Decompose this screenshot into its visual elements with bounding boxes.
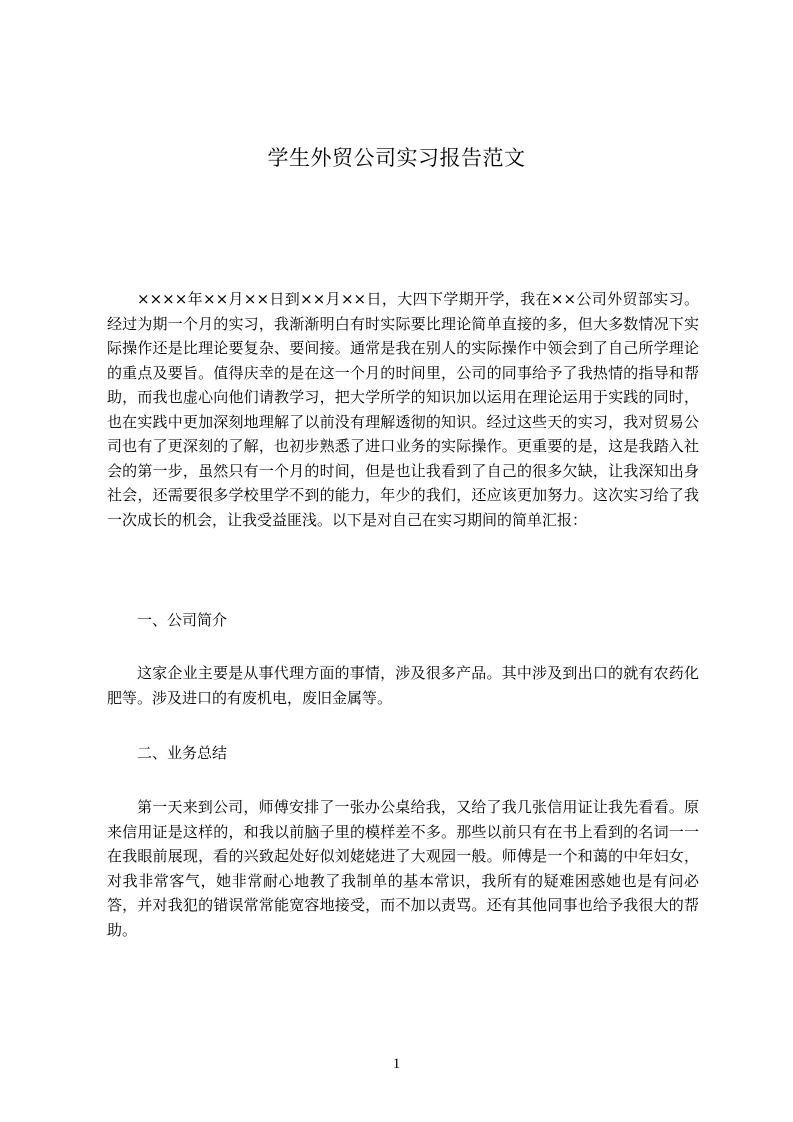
intro-paragraph: ××××年××月××日到××月××日，大四下学期开学，我在××公司外贸部实习。经过为期一个月的实习，我渐渐明白有时实际要比理论简单直接的多，但大多数情况下实际操作还是比理论要复杂、要间接。通常是我在别人的实际操作中领会到了自己所学理论的重点及要旨。值得庆幸的是在这一个月的时间里，公司的同事给予了我热情的指导和帮助，而我也虚心向他们请教学习，把大学所学的知识加以运用在理论运用于实践的同时，也在实践中更加深刻地理解了以前没有理解透彻的知识。经过这些天的实习，我对贸易公司也有了更深刻的了解，也初步熟悉了进口业务的实际操作。更重要的是，这是我踏入社会的第一步，虽然只有一个月的时间，但是也让我看到了自己的很多欠缺，让我深知出身社会，还需要很多学校里学不到的能力，年少的我们，还应该更加努力。这次实习给了我一次成长的机会，让我受益匪浅。以下是对自己在实习期间的简单汇报：	[107, 290, 699, 529]
page-number: 1	[392, 1056, 401, 1072]
company-profile-paragraph: 这家企业主要是从事代理方面的事情，涉及很多产品。其中涉及到出口的就有农药化肥等。涉及进口的有废机电，废旧金属等。	[107, 664, 699, 707]
section-heading-business-summary: 二、业务总结	[137, 744, 228, 762]
document-title: 学生外贸公司实习报告范文	[267, 146, 526, 170]
business-summary-paragraph: 第一天来到公司，师傅安排了一张办公桌给我，又给了我几张信用证让我先看看。原来信用证是这样的，和我以前脑子里的模样差不多。那些以前只有在书上看到的名词一一在我眼前展现，看的兴致起处好似刘姥姥进了大观园一般。师傅是一个和蔼的中年妇女，对我非常客气，她非常耐心地教了我制单的基本常识，我所有的疑难困惑她也是有问必答，并对我犯的错误常常能宽容地接受，而不加以责骂。还有其他同事也给予我很大的帮助。	[107, 798, 699, 939]
section-heading-company-profile: 一、公司简介	[137, 611, 228, 629]
